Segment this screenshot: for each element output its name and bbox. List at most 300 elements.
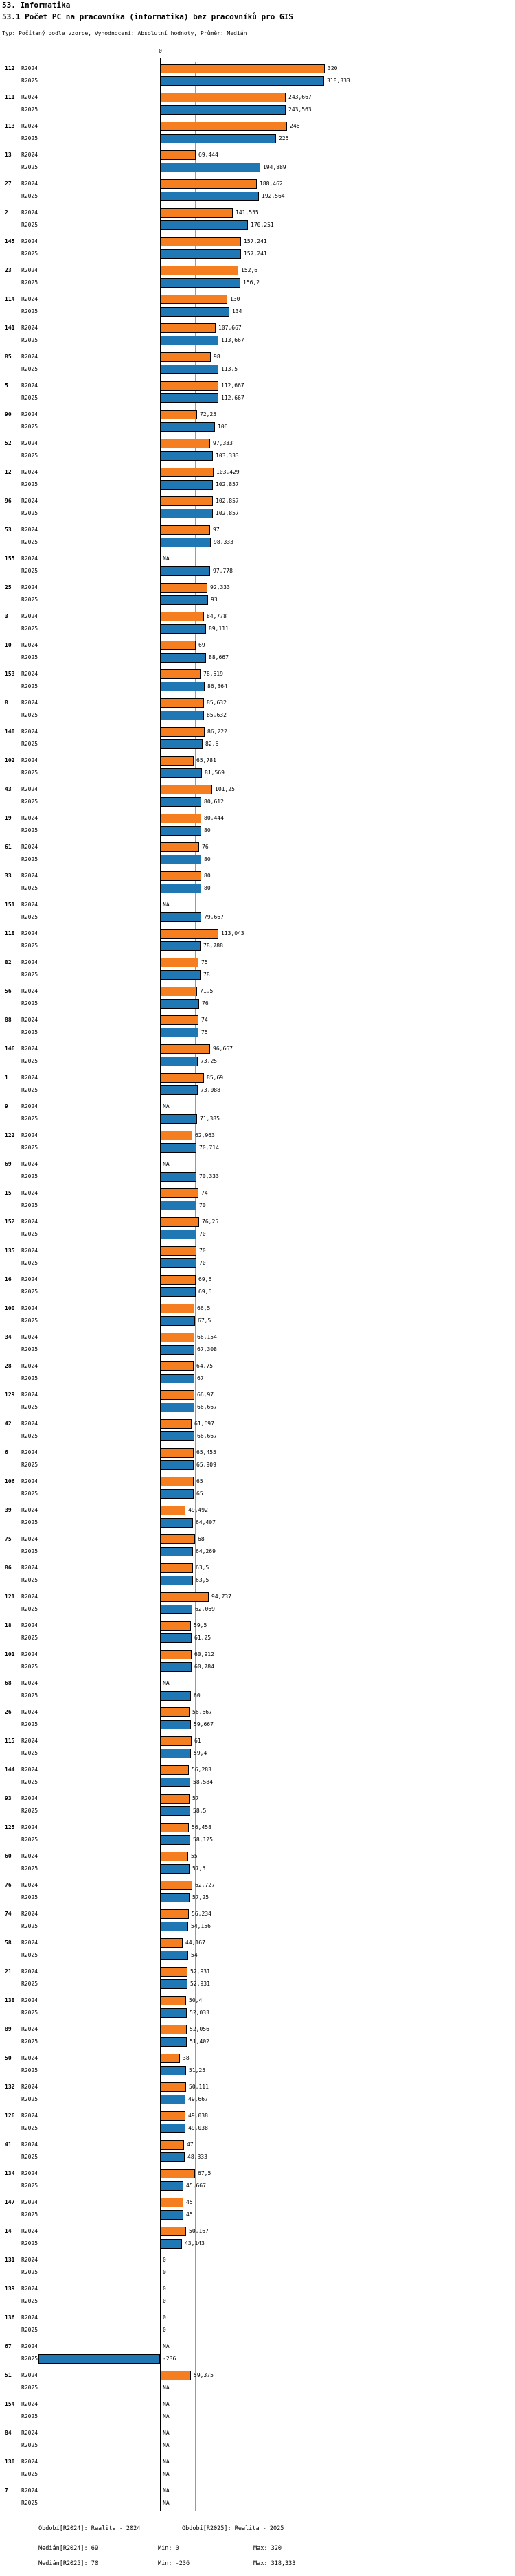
bar-r2024 — [160, 958, 198, 967]
row-id-label: 126 — [5, 2113, 15, 2119]
series-label-r2024: R2024 — [21, 1392, 38, 1398]
bar-r2025 — [160, 336, 218, 345]
series-label-r2024: R2024 — [21, 2286, 38, 2292]
bar-r2025 — [160, 538, 211, 547]
bar-r2024 — [160, 1448, 194, 1458]
series-label-r2025: R2025 — [21, 2298, 38, 2304]
series-label-r2025: R2025 — [21, 1692, 38, 1699]
bar-r2024 — [160, 2140, 184, 2150]
series-label-r2025: R2025 — [21, 2269, 38, 2275]
bar-r2024 — [160, 1044, 210, 1054]
series-label-r2025: R2025 — [21, 597, 38, 603]
bar-value-label: 78,519 — [203, 671, 223, 677]
bar-value-label: 65,781 — [196, 757, 216, 763]
series-label-r2025: R2025 — [21, 1952, 38, 1958]
bar-r2024 — [160, 1217, 199, 1227]
bar-r2025 — [160, 1605, 192, 1614]
series-label-r2024: R2024 — [21, 2141, 38, 2148]
row-id-label: 134 — [5, 2170, 15, 2176]
series-label-r2024: R2024 — [21, 1795, 38, 1802]
series-label-r2024: R2024 — [21, 1940, 38, 1946]
series-label-r2024: R2024 — [21, 873, 38, 879]
series-label-r2025: R2025 — [21, 1116, 38, 1122]
series-label-r2024: R2024 — [21, 2084, 38, 2090]
series-label-r2024: R2024 — [21, 2459, 38, 2465]
bar-value-label: 70 — [199, 1231, 206, 1237]
bar-r2025 — [160, 682, 205, 691]
series-label-r2025: R2025 — [21, 2211, 38, 2218]
bar-r2024 — [160, 785, 212, 794]
bar-r2025 — [160, 509, 213, 518]
series-label-r2024: R2024 — [21, 296, 38, 302]
bar-value-label: 54,156 — [191, 1923, 211, 1929]
bar-r2024 — [160, 2082, 186, 2092]
bar-r2024 — [160, 583, 207, 593]
series-label-r2024: R2024 — [21, 1594, 38, 1600]
series-label-r2025: R2025 — [21, 1721, 38, 1727]
bar-r2025 — [160, 1979, 187, 1989]
bar-value-label: 69,6 — [198, 1289, 212, 1295]
series-label-r2024: R2024 — [21, 1132, 38, 1138]
series-label-r2025: R2025 — [21, 741, 38, 747]
series-label-r2025: R2025 — [21, 885, 38, 891]
bar-value-label: NA — [163, 2413, 170, 2419]
series-label-r2024: R2024 — [21, 2055, 38, 2061]
bar-value-label: 97,333 — [213, 440, 233, 446]
series-label-r2025: R2025 — [21, 1231, 38, 1237]
bar-value-label: 56,458 — [192, 1824, 211, 1830]
bar-value-label: NA — [163, 1680, 170, 1686]
bar-value-label: NA — [163, 2384, 170, 2391]
bar-value-label: NA — [163, 2430, 170, 2436]
bar-r2024 — [160, 468, 214, 477]
bar-value-label: 0 — [163, 2286, 166, 2292]
bar-value-label: NA — [163, 555, 170, 562]
series-label-r2025: R2025 — [21, 1173, 38, 1180]
bar-r2024 — [160, 814, 201, 823]
bar-value-label: 52,931 — [190, 1981, 210, 1987]
series-label-r2025: R2025 — [21, 2125, 38, 2131]
bar-value-label: 52,033 — [190, 2010, 209, 2016]
bar-r2025 — [160, 1835, 190, 1845]
series-label-r2025: R2025 — [21, 1894, 38, 1900]
series-label-r2025: R2025 — [21, 1519, 38, 1526]
footer-max-r2024: Max: 320 — [253, 2545, 282, 2552]
bar-r2025 — [160, 884, 201, 893]
series-label-r2024: R2024 — [21, 1305, 38, 1311]
row-id-label: 75 — [5, 1536, 12, 1542]
row-id-label: 131 — [5, 2257, 15, 2263]
bar-value-label: 58,584 — [193, 1779, 213, 1785]
bar-r2024 — [160, 1967, 187, 1977]
bar-value-label: 65 — [196, 1478, 203, 1484]
bar-value-label: NA — [163, 2471, 170, 2477]
bar-value-label: 76,25 — [202, 1219, 219, 1225]
row-id-label: 56 — [5, 988, 12, 994]
bar-value-label: 64,407 — [196, 1519, 216, 1526]
bar-r2025 — [160, 653, 206, 663]
bar-r2025 — [160, 1431, 194, 1441]
bar-value-label: 61,25 — [194, 1635, 211, 1641]
series-label-r2025: R2025 — [21, 1606, 38, 1612]
row-id-label: 121 — [5, 1594, 15, 1600]
bar-r2024 — [160, 93, 286, 102]
series-label-r2025: R2025 — [21, 798, 38, 805]
series-label-r2024: R2024 — [21, 1911, 38, 1917]
series-label-r2025: R2025 — [21, 712, 38, 718]
bar-value-label: 65 — [196, 1491, 203, 1497]
bar-r2025 — [160, 1633, 192, 1643]
series-label-r2025: R2025 — [21, 424, 38, 430]
row-id-label: 146 — [5, 1046, 15, 1052]
bar-value-label: 92,333 — [210, 584, 230, 590]
bar-value-label: 84,778 — [207, 613, 227, 619]
bar-value-label: 38 — [183, 2055, 190, 2061]
bar-value-label: 68 — [198, 1536, 205, 1542]
series-label-r2024: R2024 — [21, 1103, 38, 1109]
series-label-r2025: R2025 — [21, 1865, 38, 1872]
bar-r2024 — [160, 2227, 186, 2236]
zero-tick-label: 0 — [159, 48, 162, 54]
bar-r2025 — [160, 595, 208, 605]
bar-value-label: 320 — [328, 65, 338, 71]
bar-r2025 — [160, 2239, 182, 2249]
bar-r2024 — [160, 2025, 187, 2034]
bar-value-label: 86,222 — [207, 728, 227, 735]
bar-value-label: 80 — [204, 827, 211, 833]
series-label-r2025: R2025 — [21, 2067, 38, 2073]
bar-r2025 — [160, 2152, 185, 2162]
row-id-label: 3 — [5, 613, 8, 619]
series-label-r2024: R2024 — [21, 1968, 38, 1975]
bar-r2024 — [160, 1823, 189, 1832]
bar-r2024 — [160, 1938, 183, 1948]
row-id-label: 129 — [5, 1392, 15, 1398]
bar-value-label: 65,909 — [196, 1462, 216, 1468]
row-id-label: 21 — [5, 1968, 12, 1975]
bar-value-label: 70 — [199, 1202, 206, 1208]
series-label-r2025: R2025 — [21, 1923, 38, 1929]
row-id-label: 136 — [5, 2314, 15, 2321]
bar-value-label: 97 — [213, 527, 220, 533]
series-label-r2024: R2024 — [21, 1334, 38, 1340]
bar-value-label: 62,727 — [195, 1882, 215, 1888]
bar-r2024 — [160, 1246, 196, 1256]
bar-r2024 — [160, 1563, 193, 1573]
series-label-r2024: R2024 — [21, 527, 38, 533]
row-id-label: 152 — [5, 1219, 15, 1225]
bar-value-label: 51,402 — [190, 2038, 209, 2045]
bar-r2025 — [160, 451, 213, 461]
bar-r2024 — [160, 64, 325, 73]
row-id-label: 43 — [5, 786, 12, 792]
bar-r2024 — [160, 122, 287, 131]
bar-value-label: 79,667 — [204, 914, 224, 920]
row-id-label: 53 — [5, 527, 12, 533]
series-label-r2024: R2024 — [21, 988, 38, 994]
bar-value-label: 66,667 — [197, 1433, 217, 1439]
series-label-r2024: R2024 — [21, 1853, 38, 1859]
row-id-label: 88 — [5, 1017, 12, 1023]
row-id-label: 8 — [5, 700, 8, 706]
series-label-r2024: R2024 — [21, 584, 38, 590]
bar-value-label: 61,697 — [194, 1421, 214, 1427]
series-label-r2024: R2024 — [21, 65, 38, 71]
series-label-r2024: R2024 — [21, 2257, 38, 2263]
bar-r2024 — [160, 756, 194, 766]
row-id-label: 154 — [5, 2401, 15, 2407]
series-label-r2024: R2024 — [21, 123, 38, 129]
series-label-r2025: R2025 — [21, 1404, 38, 1410]
series-label-r2024: R2024 — [21, 2199, 38, 2205]
bar-r2025 — [160, 1576, 193, 1585]
bar-value-label: 70 — [199, 1247, 206, 1254]
bar-value-label: 59,4 — [194, 1750, 207, 1756]
series-label-r2025: R2025 — [21, 1635, 38, 1641]
bar-value-label: 243,563 — [288, 106, 312, 113]
bar-value-label: 103,333 — [216, 452, 239, 459]
series-label-r2024: R2024 — [21, 1824, 38, 1830]
series-label-r2025: R2025 — [21, 1202, 38, 1208]
bar-value-label: 52,056 — [190, 2026, 209, 2032]
bar-value-label: 66,5 — [197, 1305, 211, 1311]
bar-r2025 — [160, 1028, 198, 1037]
bar-r2024 — [160, 871, 201, 881]
bar-value-label: 69,444 — [198, 152, 218, 158]
bar-value-label: 80,444 — [204, 815, 224, 821]
series-label-r2024: R2024 — [21, 1046, 38, 1052]
row-id-label: 33 — [5, 873, 12, 879]
bar-value-label: 76 — [202, 1000, 209, 1007]
series-label-r2024: R2024 — [21, 613, 38, 619]
bar-value-label: NA — [163, 2343, 170, 2349]
bar-r2025 — [160, 1749, 191, 1758]
bar-value-label: 0 — [163, 2327, 166, 2333]
row-id-label: 114 — [5, 296, 15, 302]
bar-value-label: 98,333 — [214, 539, 233, 545]
bar-r2025 — [160, 768, 202, 778]
bar-value-label: 72,25 — [200, 411, 217, 417]
bar-r2025 — [160, 1403, 194, 1412]
bar-value-label: 73,088 — [201, 1087, 220, 1093]
series-label-r2024: R2024 — [21, 2026, 38, 2032]
row-id-label: 41 — [5, 2141, 12, 2148]
series-label-r2024: R2024 — [21, 2113, 38, 2119]
series-label-r2025: R2025 — [21, 1260, 38, 1266]
row-id-label: 19 — [5, 815, 12, 821]
bar-r2025 — [160, 1778, 190, 1787]
bar-value-label: 45 — [186, 2199, 193, 2205]
series-label-r2025: R2025 — [21, 1779, 38, 1785]
bar-value-label: 67,5 — [198, 2170, 211, 2176]
bar-value-label: 157,241 — [244, 251, 267, 257]
bar-value-label: 71,385 — [200, 1116, 220, 1122]
series-label-r2024: R2024 — [21, 354, 38, 360]
row-id-label: 69 — [5, 1161, 12, 1167]
bar-value-label: 93 — [211, 597, 218, 603]
row-id-label: 82 — [5, 959, 12, 965]
bar-value-label: 43,143 — [185, 2240, 205, 2246]
bar-r2024 — [160, 1188, 198, 1198]
bar-r2025 — [160, 2066, 186, 2075]
row-id-label: 111 — [5, 94, 15, 100]
series-label-r2025: R2025 — [21, 1664, 38, 1670]
series-label-r2024: R2024 — [21, 325, 38, 331]
bar-r2024 — [160, 179, 257, 189]
bar-r2024 — [160, 698, 204, 708]
bar-r2024 — [160, 1333, 194, 1342]
bar-r2024 — [160, 1909, 189, 1919]
bar-r2024 — [160, 1073, 204, 1083]
footer-period-r2025: Období[R2025]: Realita - 2025 — [182, 2525, 284, 2532]
series-label-r2024: R2024 — [21, 411, 38, 417]
series-label-r2024: R2024 — [21, 844, 38, 850]
bar-r2024 — [160, 1477, 194, 1486]
series-label-r2024: R2024 — [21, 1161, 38, 1167]
bar-value-label: 85,632 — [207, 712, 227, 718]
bar-value-label: 63,5 — [196, 1577, 209, 1583]
row-id-label: 140 — [5, 728, 15, 735]
series-label-r2025: R2025 — [21, 2240, 38, 2246]
footer-median-r2024: Medián[R2024]: 69 — [38, 2545, 98, 2552]
bar-r2025 — [160, 105, 286, 115]
bar-r2024 — [160, 410, 197, 419]
bar-value-label: 67,5 — [198, 1318, 211, 1324]
bar-value-label: 80 — [204, 873, 211, 879]
series-label-r2024: R2024 — [21, 930, 38, 936]
bar-value-label: 47 — [187, 2141, 194, 2148]
bar-value-label: 102,857 — [216, 498, 239, 504]
bar-value-label: 188,462 — [260, 181, 283, 187]
bar-value-label: 192,564 — [262, 193, 285, 199]
bar-value-label: 106 — [218, 424, 228, 430]
bar-value-label: 152,6 — [241, 267, 258, 273]
bar-r2024 — [160, 1390, 194, 1400]
series-label-r2025: R2025 — [21, 308, 38, 314]
bar-value-label: 0 — [163, 2314, 166, 2321]
bar-value-label: 157,241 — [244, 238, 267, 244]
series-label-r2025: R2025 — [21, 2183, 38, 2189]
series-label-r2025: R2025 — [21, 943, 38, 949]
bar-r2024 — [160, 669, 201, 679]
series-label-r2024: R2024 — [21, 469, 38, 475]
series-label-r2025: R2025 — [21, 2384, 38, 2391]
bar-r2025 — [160, 1893, 190, 1902]
bar-r2024 — [160, 2169, 195, 2178]
bar-value-label: 98 — [214, 354, 220, 360]
bar-value-label: 70,714 — [199, 1145, 219, 1151]
series-label-r2024: R2024 — [21, 1017, 38, 1023]
bar-r2024 — [160, 1131, 192, 1140]
series-label-r2025: R2025 — [21, 366, 38, 372]
row-id-label: 139 — [5, 2286, 15, 2292]
series-label-r2024: R2024 — [21, 1709, 38, 1715]
bar-value-label: 56,667 — [192, 1709, 212, 1715]
footer-min-r2025: Min: -236 — [158, 2560, 190, 2567]
series-label-r2024: R2024 — [21, 1882, 38, 1888]
bar-value-label: 85,632 — [207, 700, 227, 706]
bar-r2024 — [160, 1419, 192, 1429]
row-id-label: 9 — [5, 1103, 8, 1109]
row-id-label: 122 — [5, 1132, 15, 1138]
bar-r2025 — [160, 2181, 183, 2191]
bar-r2025 — [160, 1057, 198, 1066]
bar-r2024 — [160, 150, 196, 160]
series-label-r2024: R2024 — [21, 2314, 38, 2321]
bar-r2025 — [160, 422, 215, 432]
bar-value-label: 66,97 — [197, 1392, 214, 1398]
bar-value-label: 75 — [201, 959, 208, 965]
footer-median-r2025: Medián[R2025]: 70 — [38, 2560, 98, 2567]
series-label-r2024: R2024 — [21, 498, 38, 504]
series-label-r2025: R2025 — [21, 222, 38, 228]
bar-r2025 — [160, 1143, 196, 1153]
series-label-r2025: R2025 — [21, 1577, 38, 1583]
series-label-r2025: R2025 — [21, 1808, 38, 1814]
series-label-r2024: R2024 — [21, 642, 38, 648]
bar-r2025 — [160, 1258, 196, 1268]
bar-value-label: 80 — [204, 856, 211, 862]
series-label-r2024: R2024 — [21, 1449, 38, 1456]
row-id-label: 155 — [5, 555, 15, 562]
bar-r2024 — [160, 1506, 185, 1515]
bar-r2024 — [160, 208, 233, 218]
row-id-label: 28 — [5, 1363, 12, 1369]
row-id-label: 125 — [5, 1824, 15, 1830]
bar-value-label: 69,6 — [198, 1276, 212, 1283]
series-label-r2025: R2025 — [21, 1289, 38, 1295]
row-id-label: 93 — [5, 1795, 12, 1802]
bar-value-label: 52,931 — [190, 1968, 210, 1975]
series-label-r2024: R2024 — [21, 238, 38, 244]
bar-r2025 — [160, 1922, 188, 1931]
row-id-label: 106 — [5, 1478, 15, 1484]
series-label-r2025: R2025 — [21, 1491, 38, 1497]
bar-r2024 — [160, 1852, 188, 1861]
bar-value-label: -236 — [163, 2356, 176, 2362]
row-id-label: 12 — [5, 469, 12, 475]
series-label-r2025: R2025 — [21, 510, 38, 516]
bar-r2025 — [160, 1374, 194, 1383]
bar-value-label: 73,25 — [201, 1058, 218, 1064]
bar-value-label: 61 — [194, 1738, 201, 1744]
bar-value-label: 51,25 — [189, 2067, 206, 2073]
bar-value-label: 58,5 — [193, 1808, 207, 1814]
series-label-r2024: R2024 — [21, 1363, 38, 1369]
bar-value-label: 88,667 — [209, 654, 229, 660]
bar-r2024 — [160, 929, 218, 939]
bar-value-label: NA — [163, 901, 170, 908]
bar-value-label: 112,667 — [221, 382, 244, 389]
bar-r2025 — [160, 2008, 187, 2018]
footer-period-r2024: Období[R2024]: Realita - 2024 — [38, 2525, 141, 2532]
bar-r2024 — [160, 641, 196, 650]
bar-value-label: 62,069 — [195, 1606, 215, 1612]
row-id-label: 76 — [5, 1882, 12, 1888]
bar-r2024 — [160, 842, 199, 852]
bar-value-label: 57,25 — [192, 1894, 209, 1900]
bar-r2025 — [160, 912, 201, 922]
bar-r2024 — [160, 1592, 209, 1602]
bar-r2025 — [160, 2210, 183, 2220]
bar-r2025 — [160, 970, 201, 980]
bar-value-label: 170,251 — [251, 222, 274, 228]
bar-value-label: 49,667 — [188, 2096, 208, 2102]
series-label-r2024: R2024 — [21, 181, 38, 187]
bar-r2025 — [160, 1691, 191, 1701]
row-id-label: 27 — [5, 181, 12, 187]
bar-value-label: 44,167 — [185, 1940, 205, 1946]
